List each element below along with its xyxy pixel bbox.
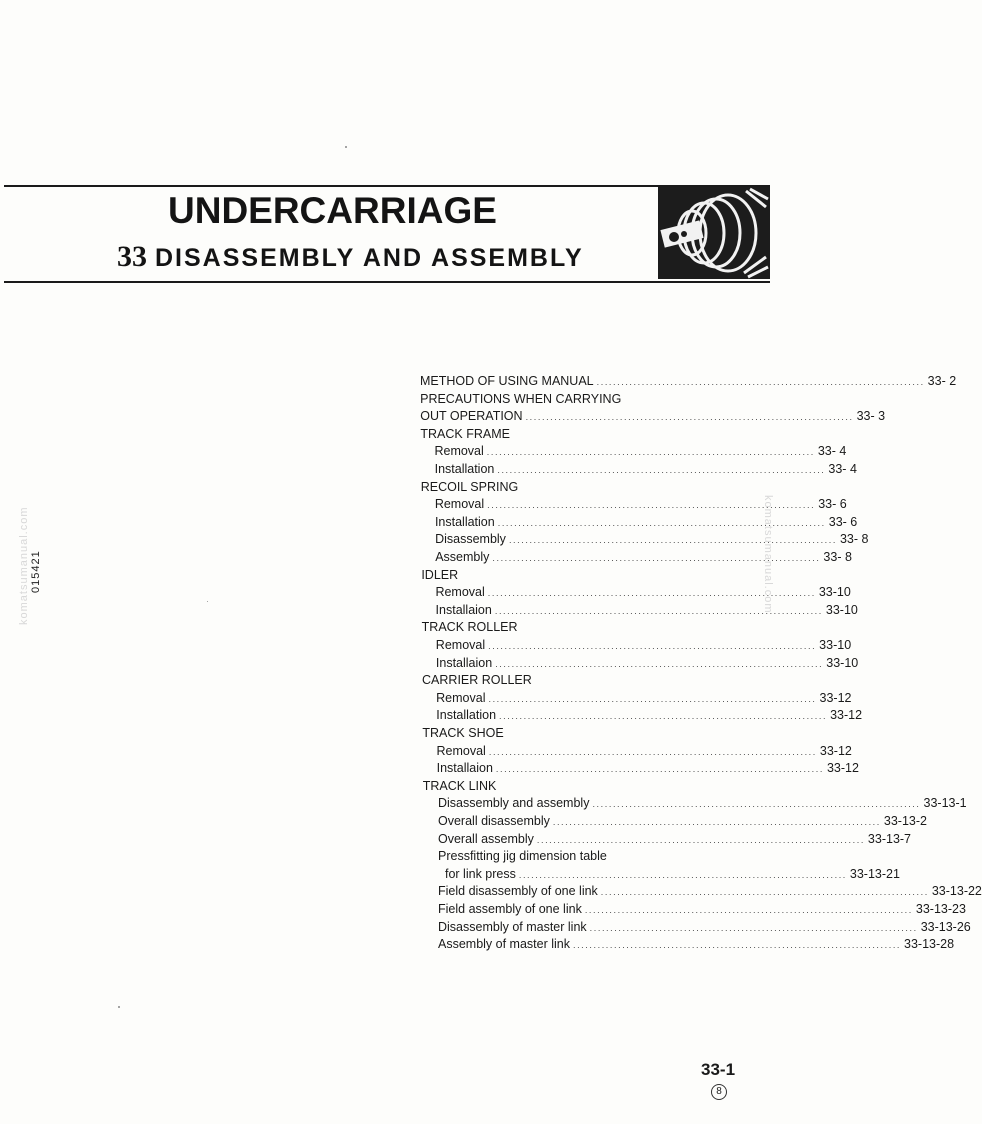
toc-leader-dots: ................................................................................ xyxy=(589,922,918,933)
toc-entry-label: Overall disassembly xyxy=(438,814,550,828)
toc-entry-label: Removal xyxy=(436,690,486,705)
toc-leader-dots: ................................................................................ xyxy=(508,535,837,546)
toc-entry-page: 33- 4 xyxy=(828,462,857,476)
toc-entry-label: TRACK LINK xyxy=(422,778,497,793)
toc-entry xyxy=(422,725,731,742)
toc-entry-label: Installaion xyxy=(435,655,493,670)
watermark-left: komatsumanual.com xyxy=(18,506,30,625)
toc-entry-label: for link press xyxy=(445,866,516,881)
toc-entry xyxy=(435,531,869,548)
toc-leader-dots: ................................................................................ xyxy=(596,377,925,387)
toc-entry-label: Overall assembly xyxy=(438,831,534,846)
toc-leader-dots: ................................................................................ xyxy=(487,500,816,511)
toc-entry xyxy=(438,919,971,936)
toc-leader-dots: ................................................................................ xyxy=(552,817,881,827)
toc-entry-page: 33-13-7 xyxy=(867,831,912,846)
toc-entry-page: 33- 6 xyxy=(818,497,847,512)
toc-entry-label: Disassembly xyxy=(435,532,506,547)
toc-leader-dots: ................................................................................ xyxy=(495,658,824,669)
page-title: UNDERCARRIAGE xyxy=(168,190,497,231)
toc-leader-dots: ................................................................................ xyxy=(518,869,847,880)
toc-entry-label: METHOD OF USING MANUAL xyxy=(420,374,594,388)
toc-entry-page: 33- 6 xyxy=(828,514,858,529)
toc-entry xyxy=(420,408,886,425)
toc-entry xyxy=(436,760,859,777)
toc-entry-label: CARRIER ROLLER xyxy=(422,673,532,688)
toc-entry xyxy=(438,813,927,830)
toc-leader-dots: ................................................................................ xyxy=(572,940,902,951)
toc-entry-page: 33- 8 xyxy=(839,532,869,547)
toc-entry xyxy=(434,461,857,478)
toc-leader-dots: ................................................................................ xyxy=(497,465,826,475)
toc-entry xyxy=(438,936,955,953)
toc-entry-page: 33- 4 xyxy=(817,444,847,459)
toc-entry-label: Installation xyxy=(434,514,495,529)
toc-entry-page: 33-13-28 xyxy=(904,937,955,952)
toc-entry-label: Pressfitting jig dimension table xyxy=(438,849,607,864)
toc-leader-dots: ................................................................................ xyxy=(488,746,817,757)
toc-entry xyxy=(421,567,731,584)
toc-entry xyxy=(436,690,852,707)
toc-entry-page: 33-13-2 xyxy=(883,814,927,828)
toc-entry-page: 33-12 xyxy=(830,708,863,723)
toc-entry-label: Removal xyxy=(435,638,486,652)
section-number: 33 xyxy=(117,240,147,273)
print-speck xyxy=(345,146,347,148)
toc-entry xyxy=(422,672,731,689)
header-top-rule xyxy=(4,185,770,187)
toc-leader-dots: ................................................................................ xyxy=(584,905,913,915)
toc-entry xyxy=(435,549,852,566)
toc-leader-dots: ................................................................................ xyxy=(487,588,816,599)
toc-leader-dots: ................................................................................ xyxy=(488,641,817,651)
toc-entry-page: 33-10 xyxy=(818,585,851,600)
toc-entry xyxy=(435,655,859,672)
toc-entry xyxy=(421,479,731,496)
track-roller-illustration-icon xyxy=(658,187,770,279)
toc-leader-dots: ................................................................................ xyxy=(525,412,854,423)
watermark-right: komatsumanual.com xyxy=(762,495,774,614)
toc-leader-dots: ................................................................................ xyxy=(592,799,921,810)
toc-entry-label: Installaion xyxy=(435,602,492,617)
toc-entry-page: 33- 2 xyxy=(927,374,957,388)
toc-entry-page: 33- 3 xyxy=(856,409,886,424)
toc-entry xyxy=(438,901,966,918)
toc-entry xyxy=(434,496,847,513)
toc-entry-page: 33-13-1 xyxy=(923,796,967,811)
toc-entry-label: Assembly xyxy=(435,550,490,564)
toc-leader-dots: ................................................................................ xyxy=(536,834,865,845)
toc-leader-dots: ................................................................................ xyxy=(497,517,826,528)
toc-entry xyxy=(423,778,731,795)
subtitle-text: DISASSEMBLY AND ASSEMBLY xyxy=(155,244,584,272)
toc-entry xyxy=(434,443,847,460)
toc-entry-page: 33-10 xyxy=(825,602,858,617)
toc-entry-page: 33- 8 xyxy=(823,550,852,564)
toc-entry xyxy=(436,707,863,724)
toc-leader-dots: ................................................................................ xyxy=(486,447,815,458)
toc-entry xyxy=(420,391,731,408)
toc-entry-page: 33-13-23 xyxy=(915,902,966,916)
page-subtitle xyxy=(117,240,657,274)
toc-entry xyxy=(445,866,900,883)
toc-entry-label: Installation xyxy=(436,708,497,723)
toc-entry xyxy=(438,795,967,812)
toc-entry xyxy=(438,883,982,900)
toc-entry-label: Assembly of master link xyxy=(438,937,570,952)
toc-entry-page: 33-13-26 xyxy=(920,919,971,934)
toc-leader-dots: ................................................................................ xyxy=(495,764,824,775)
toc-entry xyxy=(422,619,731,636)
toc-entry-label: Disassembly of master link xyxy=(438,919,587,934)
document-id: 015421 xyxy=(30,550,42,593)
toc-leader-dots: ................................................................................ xyxy=(488,693,817,704)
toc-entry-page: 33-12 xyxy=(819,743,852,758)
print-speck xyxy=(207,601,208,602)
page-number: 33-1 xyxy=(701,1060,736,1079)
toc-entry-label: Removal xyxy=(434,497,485,512)
toc-entry-label: TRACK SHOE xyxy=(422,726,504,740)
toc-entry-label: TRACK ROLLER xyxy=(421,620,518,635)
toc-entry-label: IDLER xyxy=(421,567,459,582)
toc-entry-page: 33-10 xyxy=(819,638,852,652)
toc-entry-label: TRACK FRAME xyxy=(420,426,510,441)
toc-leader-dots: ................................................................................ xyxy=(499,711,828,722)
toc-entry-label: Removal xyxy=(434,444,484,459)
toc-entry-label: Removal xyxy=(436,743,486,758)
toc-entry xyxy=(420,373,957,390)
toc-entry xyxy=(436,743,852,760)
toc-entry xyxy=(435,637,852,654)
toc-entry xyxy=(438,848,731,865)
toc-leader-dots: ................................................................................ xyxy=(492,553,821,563)
toc-entry xyxy=(438,831,912,848)
toc-leader-dots: ................................................................................ xyxy=(600,887,929,898)
print-speck xyxy=(118,1006,120,1008)
toc-entry-label: OUT OPERATION xyxy=(420,409,523,424)
toc-entry-page: 33-12 xyxy=(819,690,852,705)
toc-entry-label: Installaion xyxy=(436,761,493,776)
toc-leader-dots: ................................................................................ xyxy=(494,605,823,616)
toc-entry-page: 33-13-21 xyxy=(849,866,900,881)
header-bottom-rule xyxy=(4,281,770,283)
revision-badge: 8 xyxy=(711,1084,727,1100)
toc-entry-label: Removal xyxy=(435,585,485,600)
toc-entry-label: PRECAUTIONS WHEN CARRYING xyxy=(420,391,622,406)
toc-entry xyxy=(435,584,851,601)
toc-entry-label: Field disassembly of one link xyxy=(438,884,598,899)
toc-entry-label: Disassembly and assembly xyxy=(438,796,590,811)
toc-entry xyxy=(420,426,731,443)
toc-entry-label: Installation xyxy=(434,462,495,476)
toc-entry-page: 33-13-22 xyxy=(931,884,982,899)
toc-entry-label: Field assembly of one link xyxy=(438,902,582,916)
toc-entry-page: 33-10 xyxy=(826,655,859,670)
toc-entry xyxy=(434,514,858,531)
toc-entry-label: RECOIL SPRING xyxy=(420,479,519,494)
toc-entry-page: 33-12 xyxy=(826,761,859,776)
toc-entry xyxy=(435,602,858,619)
